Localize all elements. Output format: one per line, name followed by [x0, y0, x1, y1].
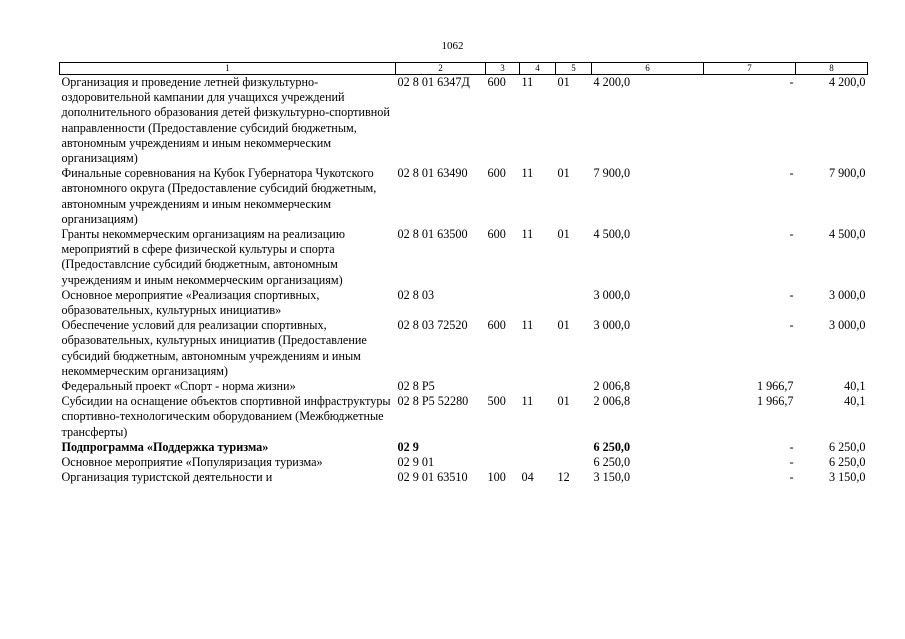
row-section: 11: [521, 394, 534, 409]
row-name: Подпрограмма «Поддержка туризма»: [61, 439, 269, 454]
row-expense-type: 100: [487, 470, 506, 485]
row-code: 02 8 01 6347Д: [397, 75, 470, 89]
row-section: [520, 288, 556, 318]
col-header-4: 4: [520, 63, 556, 75]
row-total: 4 200,0: [593, 75, 631, 89]
row-subsection: 01: [557, 227, 570, 242]
row-federal: -: [789, 455, 794, 470]
row-code: 02 9 01 63510: [397, 470, 468, 485]
row-regional: 3 150,0: [828, 470, 866, 485]
row-regional: 40,1: [844, 379, 866, 394]
budget-table: [59, 62, 868, 485]
row-section: 11: [521, 75, 534, 89]
row-federal: -: [789, 287, 794, 302]
col-header-5: 5: [556, 63, 592, 75]
table-row: [60, 318, 868, 379]
row-code: 02 8 01 63500: [397, 227, 468, 242]
row-regional: 40,1: [844, 394, 866, 409]
row-subsection: 01: [557, 394, 570, 409]
row-regional: 6 250,0: [828, 455, 866, 470]
row-name: Субсидии на оснащение объектов спортивной инфраструктуры спортивно-технологическим оборудованием (Межбюджетные трансферты): [61, 394, 391, 439]
col-header-2: 2: [396, 63, 486, 75]
row-code: 02 8 P5: [397, 379, 435, 394]
table-row: [60, 75, 868, 167]
row-expense-type: 500: [487, 394, 506, 409]
row-expense-type: 600: [487, 166, 506, 181]
row-section: 11: [521, 227, 534, 242]
row-federal: -: [789, 318, 794, 333]
row-total: 7 900,0: [593, 166, 631, 181]
row-federal: 1 966,7: [756, 379, 794, 394]
row-regional: 3 000,0: [828, 318, 866, 333]
table-row: [60, 440, 868, 455]
col-header-8: 8: [796, 63, 868, 75]
row-regional: 4 500,0: [828, 227, 866, 242]
table-row: [60, 394, 868, 440]
row-regional: 3 000,0: [828, 287, 866, 302]
row-subsection: 01: [557, 318, 570, 333]
row-subsection: 01: [557, 166, 570, 181]
row-subsection: 12: [557, 470, 570, 485]
row-code: 02 9 01: [397, 455, 435, 470]
row-regional: 4 200,0: [828, 75, 866, 89]
row-expense-type: [486, 288, 520, 318]
row-expense-type: 600: [487, 75, 506, 89]
row-regional: 6 250,0: [828, 439, 866, 454]
row-subsection: [556, 379, 592, 394]
row-federal: 1 966,7: [756, 394, 794, 409]
row-name: Финальные соревнования на Кубок Губернатора Чукотского автономного округа (Предоставление субсидий бюджетным, автономным учреждениям и иным некоммерческим организациям): [61, 166, 377, 226]
row-expense-type: [486, 455, 520, 470]
table-row: [60, 455, 868, 470]
row-code: 02 9: [397, 439, 419, 454]
row-federal: -: [789, 439, 794, 454]
row-name: Федеральный проект «Спорт - норма жизни»: [61, 379, 296, 394]
row-total: 6 250,0: [593, 455, 631, 470]
row-name: Основное мероприятие «Реализация спортивных, образовательных, культурных инициатив»: [61, 287, 320, 318]
table-row: [60, 227, 868, 288]
row-section: 04: [521, 470, 534, 485]
row-code: 02 8 03 72520: [397, 318, 468, 333]
row-total: 2 006,8: [593, 394, 631, 409]
row-expense-type: [486, 440, 520, 455]
row-name: Основное мероприятие «Популяризация туризма»: [61, 455, 323, 470]
col-header-7: 7: [704, 63, 796, 75]
row-name: Гранты некоммерческим организациям на реализацию мероприятий в сфере физической культуры и спорта (Предоставлсние субсидий бюджетным, автономным учреждениям и иным некоммерческим организациям): [61, 227, 345, 287]
row-name: Обеспечение условий для реализации спортивных, образовательных, культурных инициатив (Предоставление субсидий бюджетным, автономным учреждениям и иным некоммерческим организациям): [61, 318, 367, 378]
row-total: 4 500,0: [593, 227, 631, 242]
row-federal: -: [789, 227, 794, 242]
page-number: 1062: [441, 40, 464, 52]
row-total: 3 000,0: [593, 287, 631, 302]
row-federal: -: [789, 470, 794, 485]
row-total: 3 000,0: [593, 318, 631, 333]
table-row: [60, 288, 868, 318]
row-total: 6 250,0: [593, 439, 631, 454]
header-row: [60, 63, 868, 75]
col-header-1: 1: [60, 63, 396, 75]
row-section: [520, 379, 556, 394]
row-code: 02 8 P5 52280: [397, 394, 469, 409]
row-federal: -: [789, 75, 794, 89]
row-code: 02 8 01 63490: [397, 166, 468, 181]
table-row: [60, 379, 868, 394]
row-expense-type: 600: [487, 318, 506, 333]
row-code: 02 8 03: [397, 287, 435, 302]
row-subsection: [556, 455, 592, 470]
row-expense-type: 600: [487, 227, 506, 242]
row-section: [520, 440, 556, 455]
table-row: [60, 470, 868, 485]
row-name: Организация и проведение летней физкультурно-оздоровительной кампании для учащихся учреждений дополнительного образования детей физкультурно-спортивной направленности (Предоставление субсидий бюджетным, автономным учреждениям и иным некоммерческим организациям): [61, 75, 390, 166]
row-subsection: 01: [557, 75, 570, 89]
table-body: [60, 75, 868, 486]
row-total: 3 150,0: [593, 470, 631, 485]
row-subsection: [556, 288, 592, 318]
row-federal: -: [789, 166, 794, 181]
row-subsection: [556, 440, 592, 455]
row-regional: 7 900,0: [828, 166, 866, 181]
row-section: 11: [521, 318, 534, 333]
row-name: Организация туристской деятельности и: [61, 470, 273, 485]
row-expense-type: [486, 379, 520, 394]
row-section: 11: [521, 166, 534, 181]
col-header-6: 6: [592, 63, 704, 75]
table-row: [60, 166, 868, 227]
col-header-3: 3: [486, 63, 520, 75]
row-section: [520, 455, 556, 470]
row-total: 2 006,8: [593, 379, 631, 394]
